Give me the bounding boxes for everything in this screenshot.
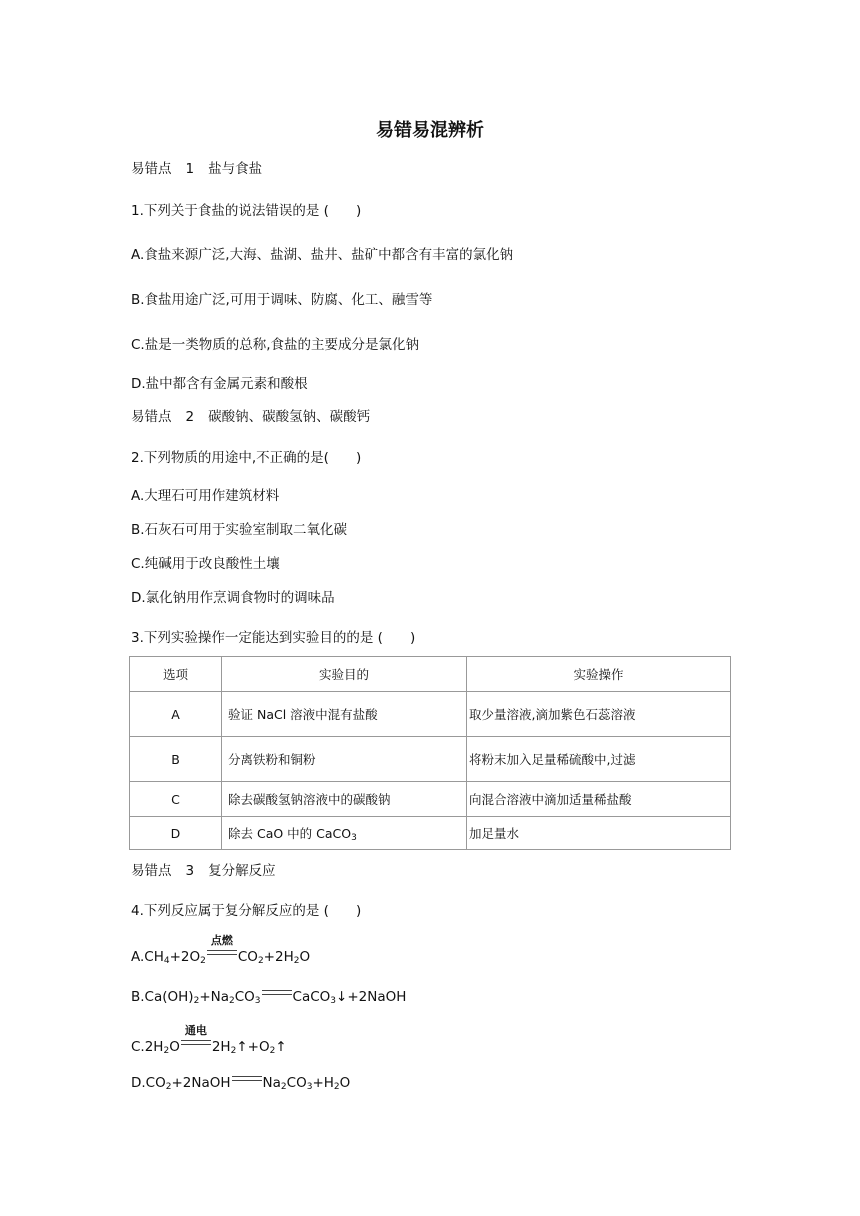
question-3-stem: 3.下列实验操作一定能达到实验目的的是 ( ) — [131, 630, 416, 646]
question-4-option-d — [131, 1075, 350, 1091]
question-2-option-d: D.氯化钠用作烹调食物时的调味品 — [131, 590, 335, 606]
table-header-option: 选项 — [130, 657, 222, 692]
question-1-option-b: B.食盐用途广泛,可用于调味、防腐、化工、融雪等 — [131, 292, 433, 308]
table-cell-operation: 向混合溶液中滴加适量稀盐酸 — [467, 782, 731, 817]
table-cell-operation: 取少量溶液,滴加紫色石蕊溶液 — [467, 692, 731, 737]
table-header-purpose: 实验目的 — [222, 657, 467, 692]
equation-sign — [262, 991, 292, 1001]
section-heading-2 — [131, 405, 370, 425]
table-row — [130, 817, 731, 850]
table-row — [130, 782, 731, 817]
section-number: 1 — [185, 161, 195, 177]
equation-left: $D.CO_2+2NaOH$ — [131, 1075, 231, 1092]
question-2-option-b: B.石灰石可用于实验室制取二氧化碳 — [131, 522, 348, 538]
reaction-condition: 点燃 — [210, 934, 233, 947]
table-cell-operation: 将粉末加入足量稀硫酸中,过滤 — [467, 737, 731, 782]
table-cell-purpose: 验证 NaCl 溶液中混有盐酸 — [222, 692, 467, 737]
table-cell-operation: 加足量水 — [467, 817, 731, 850]
question-1-option-c: C.盐是一类物质的总称,食盐的主要成分是氯化钠 — [131, 337, 420, 353]
table-cell-purpose — [222, 817, 467, 850]
equation-left: $A.CH_4+2O_2$ — [131, 949, 206, 966]
table-header-operation: 实验操作 — [467, 657, 731, 692]
equation-sign — [207, 934, 237, 961]
question-2-option-a: A.大理石可用作建筑材料 — [131, 488, 280, 504]
equation-right: $Na_2CO_3+H_2O$ — [262, 1075, 351, 1092]
question-4-option-c — [131, 1024, 287, 1056]
question-4-stem: 4.下列反应属于复分解反应的是 ( ) — [131, 903, 362, 919]
question-2-stem: 2.下列物质的用途中,不正确的是( ) — [131, 450, 362, 466]
experiment-table — [129, 656, 731, 850]
question-4-option-a — [131, 934, 311, 966]
section-topic: 复分解反应 — [208, 863, 276, 879]
purpose-text: 除去 CaO 中的 CaCO — [228, 826, 352, 841]
question-1-option-a: A.食盐来源广泛,大海、盐湖、盐井、盐矿中都含有丰富的氯化钠 — [131, 247, 514, 263]
table-cell-option: B — [130, 737, 222, 782]
section-label: 易错点 — [131, 409, 172, 425]
question-4-option-b — [131, 989, 406, 1005]
table-row — [130, 692, 731, 737]
section-heading-3 — [131, 859, 276, 879]
purpose-subscript: 3 — [351, 833, 357, 843]
table-header-row — [130, 657, 731, 692]
question-1-stem: 1.下列关于食盐的说法错误的是 ( ) — [131, 203, 362, 219]
section-topic: 碳酸钠、碳酸氢钠、碳酸钙 — [208, 409, 371, 425]
table-cell-option: D — [130, 817, 222, 850]
table-cell-option: C — [130, 782, 222, 817]
equation-left: $C.2H_2O$ — [131, 1039, 180, 1056]
section-number: 2 — [185, 409, 195, 425]
question-1-option-d: D.盐中都含有金属元素和酸根 — [131, 376, 308, 392]
section-heading-1 — [131, 157, 262, 177]
page-title: 易错易混辨析 — [376, 120, 484, 141]
equation-left: $B.Ca(OH)_2+Na_2CO_3$ — [131, 989, 261, 1006]
reaction-condition: 通电 — [184, 1024, 207, 1037]
equation-sign — [181, 1024, 211, 1051]
section-label: 易错点 — [131, 161, 172, 177]
table-cell-option: A — [130, 692, 222, 737]
table-row — [130, 737, 731, 782]
equation-right: CaCO$_3$↓+2NaOH — [292, 989, 407, 1006]
section-number: 3 — [185, 863, 195, 879]
section-topic: 盐与食盐 — [208, 161, 263, 177]
table-cell-purpose: 除去碳酸氢钠溶液中的碳酸钠 — [222, 782, 467, 817]
equation-right: $CO_2+2H_2O$ — [237, 949, 311, 966]
equation-sign — [232, 1077, 262, 1087]
equation-right: $2H_2↑+O_2↑$ — [211, 1039, 287, 1056]
table-cell-purpose: 分离铁粉和铜粉 — [222, 737, 467, 782]
section-label: 易错点 — [131, 863, 172, 879]
question-2-option-c: C.纯碱用于改良酸性土壤 — [131, 556, 280, 572]
